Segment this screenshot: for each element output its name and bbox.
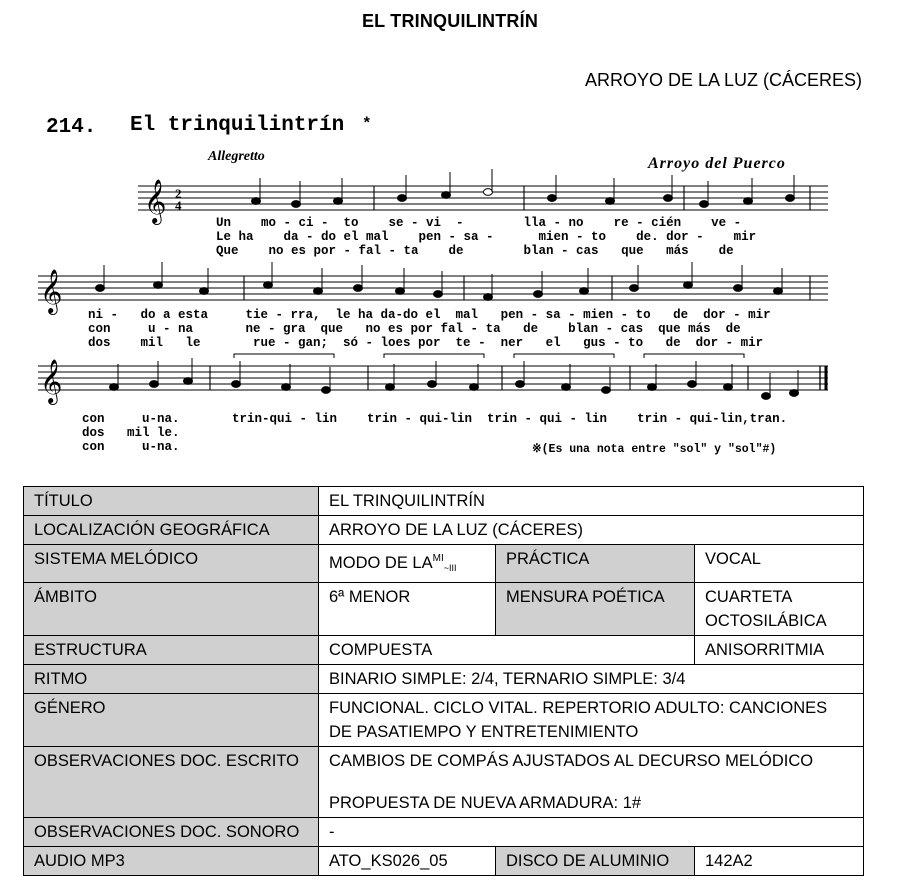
lyrics-s2-l3: dos mil le rue - gan; só - loes por te - ner el gus - to de dor - mir	[88, 336, 764, 350]
sistema-sup: MI	[432, 553, 444, 564]
label-estructura: ESTRUCTURA	[24, 636, 319, 665]
place-marking: Arroyo del Puerco	[648, 155, 786, 172]
notes-staff-3	[110, 358, 799, 399]
value-ambito: 6ª MENOR	[319, 583, 496, 636]
label-obs-sonoro: OBSERVACIONES DOC. SONORO	[24, 818, 319, 847]
label-practica: PRÁCTICA	[496, 545, 695, 583]
notes-staff-2	[96, 262, 783, 300]
svg-text:4: 4	[175, 198, 182, 213]
row-estructura	[24, 636, 864, 665]
lyrics-s1-l3: Que no es por - fal - ta de blan - cas que más de	[216, 244, 734, 258]
row-obs-escrito	[24, 747, 864, 818]
value-sistema	[319, 545, 496, 583]
row-sistema	[24, 545, 864, 583]
value-mensura	[695, 583, 864, 636]
lyrics-s3-l1: con u-na.	[82, 412, 180, 426]
metadata-table	[23, 486, 864, 876]
label-titulo: TÍTULO	[24, 487, 319, 516]
row-titulo	[24, 487, 864, 516]
label-ambito: ÁMBITO	[24, 583, 319, 636]
row-localizacion	[24, 516, 864, 545]
treble-clef-icon: 𝄞	[40, 271, 63, 313]
notes-staff-1	[252, 169, 795, 207]
mensura-line2: OCTOSILÁBICA	[705, 612, 827, 630]
label-ritmo: RITMO	[24, 665, 319, 694]
score-footnote: ※(Es una nota entre "sol" y "sol"#)	[532, 443, 777, 456]
staff-1	[138, 186, 828, 210]
value-estructura: COMPUESTA	[319, 636, 695, 665]
value-ritmo: BINARIO SIMPLE: 2/4, TERNARIO SIMPLE: 3/4	[319, 665, 864, 694]
score-title-mark: *	[362, 115, 372, 133]
score-number: 214.	[46, 116, 97, 139]
value-titulo: EL TRINQUILINTRÍN	[319, 487, 864, 516]
sistema-main: MODO DE LA	[329, 554, 433, 572]
row-audio	[24, 847, 864, 876]
value-obs-sonoro: -	[319, 818, 864, 847]
label-sistema: SISTEMA MELÓDICO	[24, 545, 319, 583]
label-obs-escrito: OBSERVACIONES DOC. ESCRITO	[24, 747, 319, 818]
row-ambito	[24, 583, 864, 636]
obs-escrito-line1: CAMBIOS DE COMPÁS AJUSTADOS AL DECURSO MELÓDICO	[329, 752, 814, 770]
value-genero	[319, 694, 864, 747]
value-obs-escrito	[319, 747, 864, 818]
lyrics-s1-l1: Un mo - ci - to se - vi - lla - no re - cién ve -	[216, 216, 742, 230]
sistema-sub: ~III	[443, 563, 457, 573]
treble-clef-icon: 𝄞	[144, 181, 167, 223]
value-practica: VOCAL	[695, 545, 864, 583]
row-obs-sonoro	[24, 818, 864, 847]
svg-text:2: 2	[175, 186, 182, 201]
lyrics-s3-l2: dos mil le.	[82, 426, 180, 440]
triplet-brackets	[234, 354, 744, 358]
page-title: EL TRINQUILINTRÍN	[361, 11, 539, 31]
lyrics-s3-l3: con u-na.	[82, 440, 180, 454]
music-score	[28, 104, 872, 466]
genero-line1: FUNCIONAL. CICLO VITAL. REPERTORIO ADULTO: CANCIONES	[329, 699, 828, 717]
label-audio: AUDIO MP3	[24, 847, 319, 876]
value-audio: ATO_KS026_05	[319, 847, 496, 876]
obs-escrito-line2: PROPUESTA DE NUEVA ARMADURA: 1#	[329, 794, 642, 812]
treble-clef-icon: 𝄞	[40, 361, 63, 403]
label-genero: GÉNERO	[24, 694, 319, 747]
value-anisorritmia: ANISORRITMIA	[695, 636, 864, 665]
location-heading: ARROYO DE LA LUZ (CÁCERES)	[584, 70, 862, 90]
mensura-line1: CUARTETA	[705, 588, 793, 606]
value-disco: 142A2	[695, 847, 864, 876]
row-ritmo	[24, 665, 864, 694]
row-genero	[24, 694, 864, 747]
lyrics-s2-l2: con u - na ne - gra que no es por fal - ta de blan - cas que más de	[88, 322, 741, 336]
label-localizacion: LOCALIZACIÓN GEOGRÁFICA	[24, 516, 319, 545]
lyrics-s1-l2: Le ha da - do el mal pen - sa - mien - to de. dor - mir	[216, 230, 757, 244]
genero-line2: DE PASATIEMPO Y ENTRETENIMIENTO	[329, 723, 639, 741]
tempo-marking: Allegretto	[208, 149, 265, 164]
lyrics-refrain: trin-qui - lin trin - qui-lin trin - qui - lin trin - qui-lin,tran.	[232, 412, 788, 426]
lyrics-s2-l1: ni - do a esta tie - rra, le ha da-do el mal pen - sa - mien - to de dor - mir	[88, 308, 771, 322]
label-mensura: MENSURA POÉTICA	[496, 583, 695, 636]
value-localizacion: ARROYO DE LA LUZ (CÁCERES)	[319, 516, 864, 545]
score-title: El trinquilintrín	[130, 114, 345, 137]
label-disco: DISCO DE ALUMINIO	[496, 847, 695, 876]
